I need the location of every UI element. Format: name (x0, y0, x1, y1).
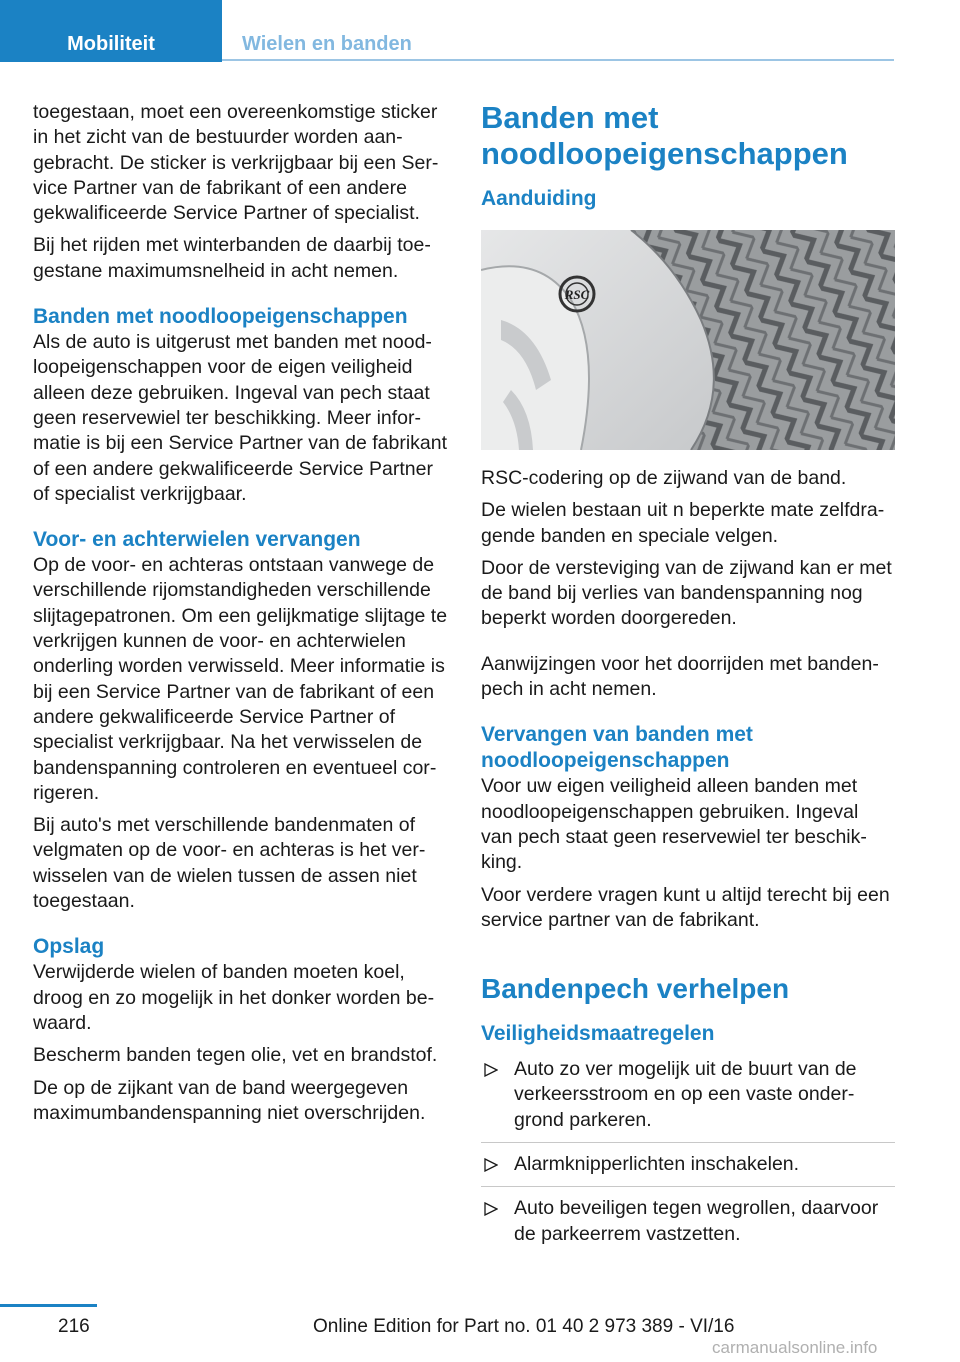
rsc-logo-text: RSC (564, 287, 590, 302)
list-item-text: Alarmknipperlichten inschakelen. (514, 1153, 800, 1176)
paragraph: Bij het rijden met winterbanden de daarbij toegestane maximumsnelheid in acht nemen. (33, 234, 431, 282)
paragraph: toegestaan, moet een overeenkomstige sticker in het zicht van de bestuurder worden aangebracht. De sticker is verkrijgbaar bij een Service Partner van de fabrikant of een andere gekwalificeerde Service Partner of specialist. (33, 101, 439, 225)
section-heading-runflat: Banden met noodloopeigenschappen (33, 305, 408, 329)
triangle-bullet-icon (484, 1158, 498, 1172)
paragraph: Bij auto's met verschillende bandenmaten of velgmaten op de voor- en achteras is het verwisselen van de wielen tussen de assen niet toegestaan. (33, 814, 426, 913)
paragraph: De wielen bestaan uit n beperkte mate zelfdragende banden en speciale velgen. (481, 499, 885, 547)
page-title: Banden met noodloopeigenschappen (481, 100, 848, 171)
paragraph: Aanwijzingen voor het doorrijden met bandenpech in acht nemen. (481, 652, 879, 701)
edition-note: Online Edition for Part no. 01 40 2 973 389 - VI/16 (313, 1316, 735, 1337)
left-column (33, 100, 448, 1126)
paragraph: RSC-codering op de zijwand van de band. (481, 467, 847, 489)
footer-rule (0, 1304, 97, 1307)
tire-sidewall-image (481, 230, 895, 450)
safety-list (481, 1057, 895, 1247)
paragraph: Door de versteviging van de zijwand kan er met de band bij verlies van bandenspanning nog beperkt worden doorgereden. (481, 556, 892, 630)
section-heading-swap-wheels: Voor- en achterwielen vervangen (33, 528, 361, 552)
triangle-bullet-icon (484, 1202, 498, 1216)
header-divider (222, 59, 894, 61)
page-number: 216 (58, 1316, 90, 1337)
section-heading-marking: Aanduiding (481, 187, 597, 210)
section-heading-safety: Veiligheidsmaatregelen (481, 1022, 715, 1046)
chapter-heading-breakdown: Bandenpech verhelpen (481, 973, 790, 1005)
list-item (481, 1142, 895, 1177)
right-column (481, 100, 895, 1247)
watermark: carmanualsonline.info (712, 1338, 878, 1357)
section-heading-storage: Opslag (33, 935, 105, 959)
list-item-text: Auto beveiligen tegen wegrollen, daarvoor de parkeerrem vastzetten. (514, 1197, 879, 1245)
paragraph: Als de auto is uitgerust met banden met noodloopeigenschappen voor de eigen veiligheid alleen deze gebruiken. Ingeval van pech staat geen reservewiel ter beschikking. Meer informatie is bij een Service Partner van de fabrikant of een andere gekwalificeerde Service Partner of specialist verkrijgbaar. (33, 331, 448, 505)
list-item (481, 1057, 895, 1133)
list-item (481, 1186, 895, 1247)
paragraph: De op de zijkant van de band weergegeven maximumbandenspanning niet overschrijden. (33, 1076, 426, 1124)
section-heading-replace: Vervangen van banden met noodloopeigenschappen (481, 723, 753, 773)
tab-wielen-en-banden[interactable]: Wielen en banden (242, 33, 412, 55)
list-item-text: Auto zo ver mogelijk uit de buurt van de verkeersstroom en op een vaste ondergrond parkeren. (514, 1058, 857, 1131)
triangle-bullet-icon (484, 1063, 498, 1077)
tab-mobiliteit[interactable]: Mobiliteit (67, 33, 155, 55)
paragraph: Verwijderde wielen of banden moeten koel, droog en zo mogelijk in het donker worden bewaard. (33, 961, 435, 1034)
paragraph: Bescherm banden tegen olie, vet en brandstof. (33, 1044, 438, 1067)
paragraph: Voor verdere vragen kunt u altijd terecht bij een service partner van de fabrikant. (481, 883, 890, 931)
paragraph: Voor uw eigen veiligheid alleen banden met noodloopeigenschappen gebruiken. Ingeval van pech staat geen reservewiel ter beschikking. (481, 775, 867, 874)
paragraph: Op de voor- en achteras ontstaan vanwege de verschillende rijomstandigheden verschillende slijtagepatronen. Om een gelijkmatige slijtage te verkrijgen kunnen de voor- en achterwielen onderling worden verwisseld. Meer informatie is bij een Service Partner van de fabrikant of een andere gekwalificeerde Service Partner of specialist verkrijgbaar. Na het verwisselen de bandenspanning controleren en eventueel corrigeren. (33, 554, 448, 804)
